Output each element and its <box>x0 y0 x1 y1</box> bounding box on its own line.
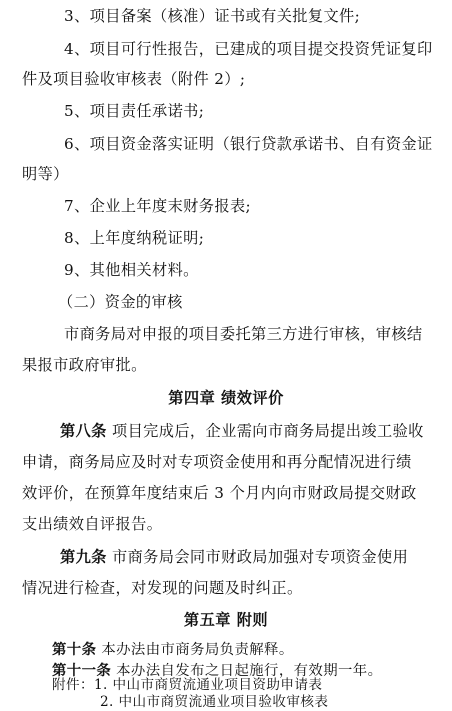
list-item-4-cont: 件及项目验收审核表（附件 2）; <box>22 70 246 88</box>
article-9-label: 第九条 <box>60 548 107 566</box>
attachment-2: 2. 中山市商贸流通业项目验收审核表 <box>100 694 329 710</box>
list-item-7: 7、企业上年度末财务报表; <box>64 197 252 215</box>
list-item-6-cont: 明等） <box>22 165 69 183</box>
article-10-label: 第十条 <box>52 642 97 658</box>
chapter-5-heading: 第五章 附则 <box>183 611 269 629</box>
article-8-line <box>60 421 452 441</box>
paragraph-line: 市商务局对申报的项目委托第三方进行审核，审核结 <box>64 325 423 343</box>
list-item-5: 5、项目责任承诺书; <box>64 102 205 120</box>
chapter-4-heading: 第四章 绩效评价 <box>168 389 284 407</box>
article-10-line <box>52 640 452 660</box>
article-8-label: 第八条 <box>60 422 107 440</box>
paragraph-line: 支出绩效自评报告。 <box>22 515 163 533</box>
paragraph-line: 果报市政府审批。 <box>22 356 147 374</box>
subsection-title: （二）资金的审核 <box>58 293 183 311</box>
article-11-text: 本办法自发布之日起施行，有效期一年。 <box>111 663 383 679</box>
paragraph-line: 效评价，在预算年度结束后 3 个月内向市财政局提交财政 <box>22 484 417 502</box>
article-8-text: 项目完成后，企业需向市商务局提出竣工验收 <box>106 422 424 440</box>
list-item-4: 4、项目可行性报告，已建成的项目提交投资凭证复印 <box>64 40 433 58</box>
article-10-text: 本办法由市商务局负责解释。 <box>96 642 294 658</box>
paragraph-line: 情况进行检查，对发现的问题及时纠正。 <box>22 579 303 597</box>
paragraph-line: 申请，商务局应及时对专项资金使用和再分配情况进行绩 <box>22 453 412 471</box>
attachment-1: 附件：1. 中山市商贸流通业项目资助申请表 <box>52 677 323 693</box>
article-9-text: 市商务局会同市财政局加强对专项资金使用 <box>106 548 409 566</box>
list-item-3: 3、项目备案（核准）证书或有关批复文件; <box>64 7 361 25</box>
list-item-8: 8、上年度纳税证明; <box>64 229 205 247</box>
article-9-line <box>60 547 452 567</box>
article-11-label: 第十一条 <box>52 663 112 679</box>
list-item-6: 6、项目资金落实证明（银行贷款承诺书、自有资金证 <box>64 135 433 153</box>
list-item-9: 9、其他相关材料。 <box>64 261 199 279</box>
